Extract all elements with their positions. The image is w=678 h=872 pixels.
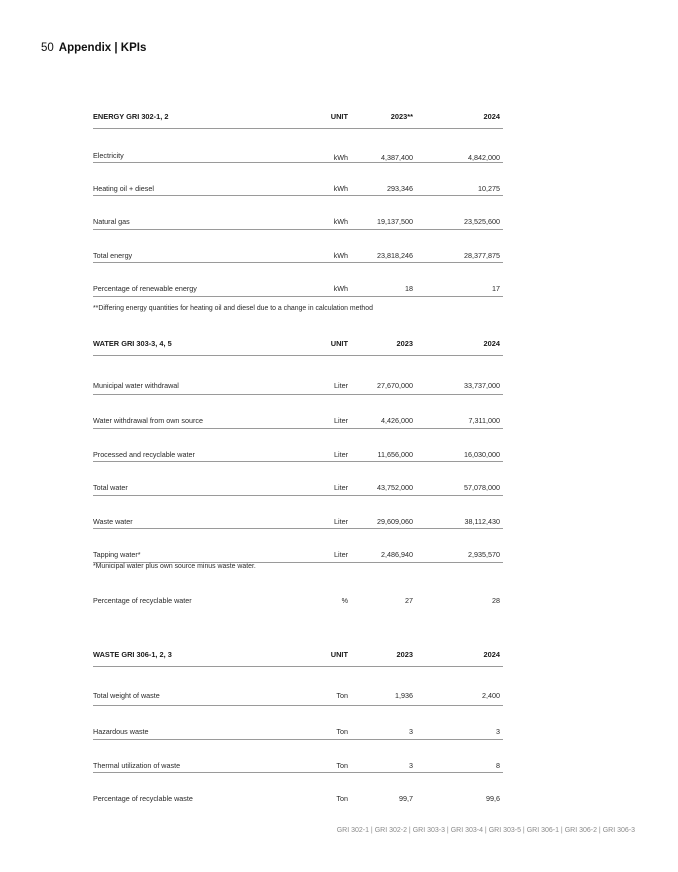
row-label: Heating oil + diesel bbox=[93, 183, 154, 193]
row-value-2023: 29,609,060 bbox=[377, 516, 413, 526]
water-extra-table bbox=[93, 575, 503, 608]
table-row bbox=[93, 462, 503, 496]
table-row bbox=[93, 496, 503, 530]
row-value-2023: 293,346 bbox=[387, 183, 413, 193]
row-value-2023: 23,818,246 bbox=[377, 250, 413, 260]
row-value-2024: 4,842,000 bbox=[468, 153, 500, 162]
row-value-2023: 18 bbox=[405, 284, 413, 293]
header-2024: 2024 bbox=[483, 112, 500, 121]
row-label: Percentage of recyclable waste bbox=[93, 794, 193, 803]
table-row bbox=[93, 773, 503, 806]
table-row bbox=[93, 575, 503, 608]
row-label: Total weight of waste bbox=[93, 691, 160, 700]
row-label: Municipal water withdrawal bbox=[93, 381, 179, 390]
row-label: Percentage of renewable energy bbox=[93, 284, 197, 293]
header-label: WATER GRI 303-3, 4, 5 bbox=[93, 339, 172, 348]
row-label: Tapping water* bbox=[93, 550, 141, 559]
row-value-2023: 2,486,940 bbox=[381, 550, 413, 559]
header-2023: 2023 bbox=[396, 650, 413, 659]
gri-references-footer: GRI 302-1 | GRI 302-2 | GRI 303-3 | GRI 303-4 | GRI 303-5 | GRI 306-1 | GRI 306-2 | GRI 306-3 bbox=[336, 827, 635, 834]
energy-table bbox=[93, 104, 503, 297]
table-row bbox=[93, 196, 503, 230]
row-unit: Ton bbox=[336, 794, 348, 803]
row-label: Water withdrawal from own source bbox=[93, 416, 203, 425]
row-value-2024: 7,311,000 bbox=[468, 416, 500, 425]
water-table bbox=[93, 331, 503, 563]
row-value-2023: 27 bbox=[405, 596, 413, 605]
table-row bbox=[93, 529, 503, 563]
row-value-2024: 33,737,000 bbox=[464, 381, 500, 390]
row-unit: Liter bbox=[334, 449, 348, 459]
header-label: WASTE GRI 306-1, 2, 3 bbox=[93, 650, 172, 659]
row-label: Percentage of recyclable water bbox=[93, 596, 192, 605]
row-value-2024: 2,400 bbox=[482, 691, 500, 700]
row-label: Hazardous waste bbox=[93, 727, 149, 736]
row-value-2024: 16,030,000 bbox=[464, 449, 500, 459]
table-row bbox=[93, 395, 503, 429]
row-value-2024: 57,078,000 bbox=[464, 483, 500, 492]
header-2023: 2023 bbox=[396, 339, 413, 348]
row-unit: Liter bbox=[334, 516, 348, 526]
row-value-2024: 10,275 bbox=[478, 183, 500, 193]
row-unit: kWh bbox=[333, 183, 348, 193]
table-header bbox=[93, 642, 503, 667]
row-unit: Liter bbox=[334, 416, 348, 425]
table-row bbox=[93, 230, 503, 264]
row-value-2023: 3 bbox=[409, 727, 413, 736]
row-unit: kWh bbox=[333, 284, 348, 293]
table-row bbox=[93, 129, 503, 163]
row-unit: Ton bbox=[336, 760, 348, 770]
page-header bbox=[41, 42, 146, 54]
header-unit: UNIT bbox=[330, 339, 348, 348]
row-unit: kWh bbox=[333, 153, 348, 162]
row-value-2023: 43,752,000 bbox=[377, 483, 413, 492]
row-value-2024: 28,377,875 bbox=[464, 250, 500, 260]
row-value-2023: 99,7 bbox=[399, 794, 413, 803]
row-unit: kWh bbox=[333, 217, 348, 226]
energy-footnote: **Differing energy quantities for heating oil and diesel due to a change in calculation method bbox=[93, 305, 373, 312]
row-value-2023: 19,137,500 bbox=[377, 217, 413, 226]
row-value-2024: 23,525,600 bbox=[464, 217, 500, 226]
table-row bbox=[93, 163, 503, 197]
row-unit: % bbox=[341, 596, 348, 605]
row-value-2024: 17 bbox=[492, 284, 500, 293]
table-row bbox=[93, 667, 503, 706]
row-label: Total energy bbox=[93, 250, 133, 260]
row-unit: Liter bbox=[334, 381, 348, 390]
row-unit: kWh bbox=[333, 250, 348, 260]
page-number: 50 bbox=[41, 42, 54, 54]
row-value-2023: 1,936 bbox=[395, 691, 413, 700]
table-header bbox=[93, 104, 503, 129]
header-unit: UNIT bbox=[330, 112, 348, 121]
row-value-2024: 38,112,430 bbox=[464, 516, 500, 526]
page-title: Appendix | KPIs bbox=[58, 42, 147, 54]
row-value-2024: 3 bbox=[496, 727, 500, 736]
table-header bbox=[93, 331, 503, 356]
row-label: Natural gas bbox=[93, 217, 130, 226]
row-value-2024: 2,935,570 bbox=[468, 550, 500, 559]
row-label: Processed and recyclable water bbox=[93, 449, 195, 459]
row-value-2023: 3 bbox=[409, 760, 413, 770]
waste-table bbox=[93, 642, 503, 806]
row-label: Waste water bbox=[93, 516, 133, 526]
row-value-2024: 99,6 bbox=[486, 794, 500, 803]
row-value-2023: 4,426,000 bbox=[381, 416, 413, 425]
table-row bbox=[93, 740, 503, 774]
header-2023: 2023** bbox=[390, 112, 413, 121]
header-2024: 2024 bbox=[483, 339, 500, 348]
table-row bbox=[93, 356, 503, 395]
row-label: Thermal utilization of waste bbox=[93, 760, 181, 770]
table-row bbox=[93, 429, 503, 463]
row-value-2024: 8 bbox=[496, 760, 500, 770]
row-value-2023: 27,670,000 bbox=[377, 381, 413, 390]
row-unit: Ton bbox=[336, 727, 348, 736]
water-footnote: *Municipal water plus own source minus waste water. bbox=[93, 563, 256, 570]
row-value-2023: 11,656,000 bbox=[377, 449, 413, 459]
header-label: ENERGY GRI 302-1, 2 bbox=[93, 112, 169, 121]
table-row bbox=[93, 706, 503, 740]
table-row bbox=[93, 263, 503, 297]
row-unit: Liter bbox=[334, 550, 348, 559]
row-label: Total water bbox=[93, 483, 128, 492]
header-2024: 2024 bbox=[483, 650, 500, 659]
row-unit: Ton bbox=[336, 691, 348, 700]
header-unit: UNIT bbox=[330, 650, 348, 659]
row-unit: Liter bbox=[334, 483, 348, 492]
row-label: Electricity bbox=[93, 151, 124, 160]
row-value-2023: 4,387,400 bbox=[381, 153, 413, 162]
row-value-2024: 28 bbox=[492, 596, 500, 605]
